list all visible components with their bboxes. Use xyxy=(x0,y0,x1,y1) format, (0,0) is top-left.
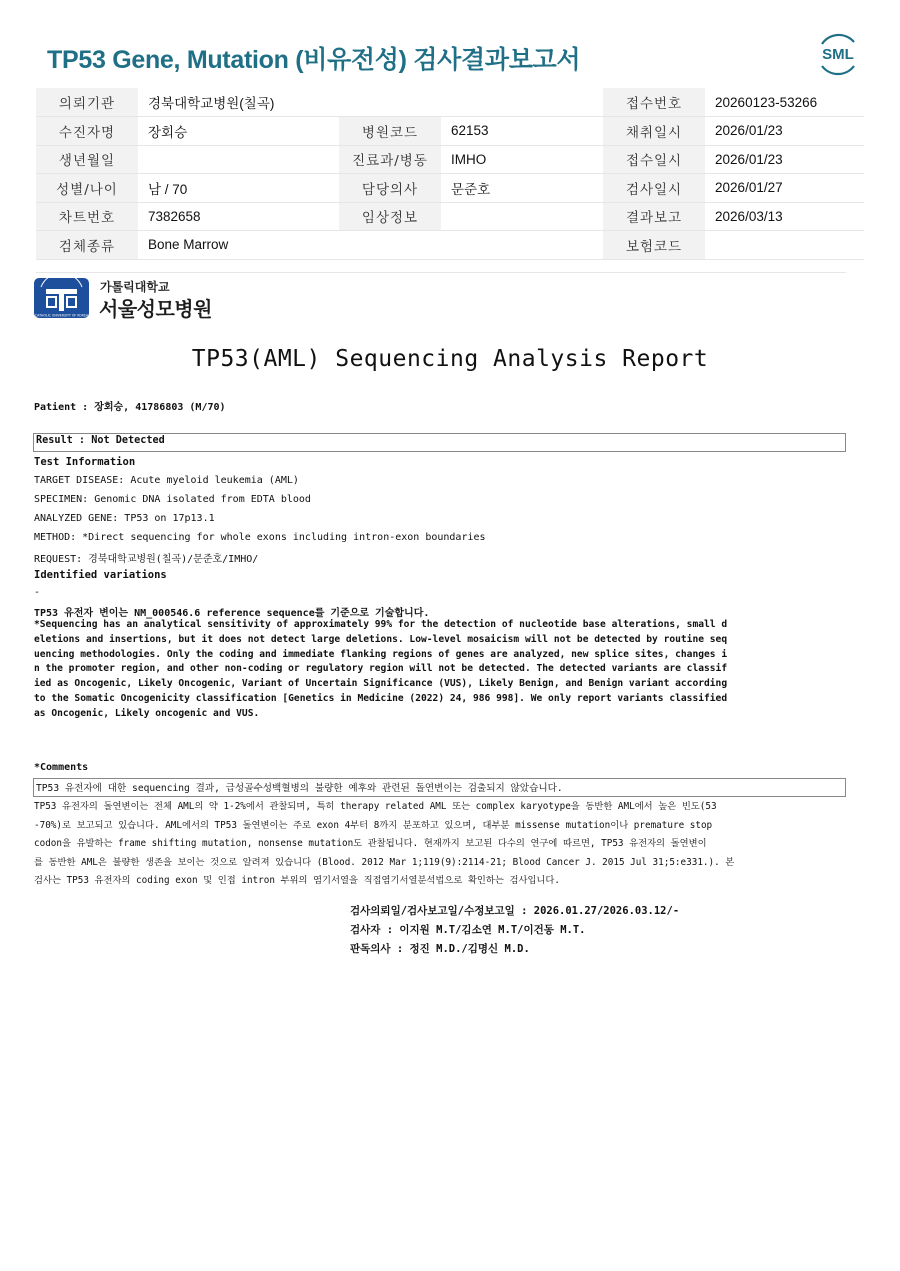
label-report-date: 결과보고 xyxy=(603,202,705,231)
info-row xyxy=(36,202,864,231)
technician-line: 검사자 : 이지원 M.T/김소연 M.T/이건동 M.T. xyxy=(350,924,586,936)
variations-heading: Identified variations xyxy=(34,569,167,581)
hospital-emblem-icon xyxy=(33,277,90,319)
sensitivity-paragraph xyxy=(34,618,848,722)
reference-note: TP53 유전자 변이는 NM_000546.6 reference sequence를 기준으로 기술합니다. xyxy=(34,608,430,619)
hospital-name: 서울성모병원 xyxy=(99,297,212,321)
value-hospital-code: 62153 xyxy=(441,117,603,146)
paragraph-line: n the promoter region, and other non-coding or regulatory region will not be detected. The detected variants are classif xyxy=(34,663,728,675)
label-receipt-no: 접수번호 xyxy=(603,88,705,117)
label-insurance-code: 보험코드 xyxy=(603,231,705,260)
report-title: TP53(AML) Sequencing Analysis Report xyxy=(191,346,709,372)
hospital-emblem-text: CATHOLIC UNIVERSITY OF KOREA xyxy=(34,313,89,318)
paragraph-line: 를 동반한 AML은 불량한 생존을 보이는 것으로 알려져 있습니다 (Blood. 2012 Mar 1;119(9):2114-21; Blood Cancer J. 2015 Jul 31;5:e331.). 본 xyxy=(34,856,735,868)
variations-value: - xyxy=(34,587,41,598)
comment-paragraph xyxy=(34,798,848,891)
section-divider xyxy=(36,272,846,273)
label-receipt-date: 접수일시 xyxy=(603,145,705,174)
value-receipt-no: 20260123-53266 xyxy=(705,88,864,117)
request-line: REQUEST: 경북대학교병원(칠곡)/문준호/IMHO/ xyxy=(34,554,259,565)
report-header-title: TP53 Gene, Mutation (비유전성) 검사결과보고서 xyxy=(47,46,581,74)
label-hospital-code: 병원코드 xyxy=(339,117,441,146)
analyzed-gene: ANALYZED GENE: TP53 on 17p13.1 xyxy=(34,513,215,524)
method-line: METHOD: *Direct sequencing for whole exons including intron-exon boundaries xyxy=(34,532,486,543)
paragraph-line: eletions and insertions, but it does not detect large deletions. Low-level mosaicism will not be detected by routine seq xyxy=(34,633,728,645)
result-box: Result : Not Detected xyxy=(33,433,846,452)
physician-line: 판독의사 : 정진 M.D./김명신 M.D. xyxy=(350,943,530,955)
info-row xyxy=(36,231,864,260)
hospital-university-name: 가톨릭대학교 xyxy=(100,280,170,294)
paragraph-line: codon을 유발하는 frame shifting mutation, nonsense mutation도 관찰됩니다. 현재까지 보고된 다수의 연구에 따르면, TP53 유전자의 돌연변이 xyxy=(34,838,707,849)
value-patient-name: 장회승 xyxy=(138,117,339,146)
label-sex-age: 성별/나이 xyxy=(36,174,138,203)
value-dob xyxy=(138,145,339,174)
value-chart-no: 7382658 xyxy=(138,202,339,231)
value-insurance-code xyxy=(705,231,864,260)
paragraph-line: -70%)로 보고되고 있습니다. AML에서의 TP53 돌연변이는 주로 exon 4부터 8까지 분포하고 있으며, 대부분 missense mutation이나 premature stop xyxy=(34,819,713,831)
paragraph-line: to the Somatic Oncogenicity classification [Genetics in Medicine (2022) 24, 986 998]. We only report variants classified xyxy=(34,692,728,704)
paragraph-line: uencing methodologies. Only the coding and immediate flanking regions of genes are analyzed, new splice sites, changes i xyxy=(34,648,728,660)
info-row xyxy=(36,117,864,146)
patient-line: Patient : 장회승, 41786803 (M/70) xyxy=(34,402,226,413)
value-receipt-date: 2026/01/23 xyxy=(705,145,864,174)
label-test-date: 검사일시 xyxy=(603,174,705,203)
label-clinical-info: 임상정보 xyxy=(339,202,441,231)
comment-box: TP53 유전자에 대한 sequencing 결과, 급성골수성백혈병의 불량한 예후와 관련된 돌연변이는 검출되지 않았습니다. xyxy=(33,778,846,797)
report-dates-line: 검사의뢰일/검사보고일/수정보고일 : 2026.01.27/2026.03.12/- xyxy=(350,905,680,917)
patient-info-table xyxy=(36,88,864,260)
paragraph-line: 검사는 TP53 유전자의 coding exon 및 인접 intron 부위의 염기서열을 직접염기서열분석법으로 확인하는 검사입니다. xyxy=(34,875,560,886)
paragraph-line: TP53 유전자의 돌연변이는 전체 AML의 약 1-2%에서 관찰되며, 특히 therapy related AML 또는 complex karyotype을 동반한 AML에서 높은 빈도(53 xyxy=(34,801,717,812)
label-ordering-org: 의뢰기관 xyxy=(36,88,138,117)
sml-logo-text: SML xyxy=(822,46,854,63)
label-specimen: 검체종류 xyxy=(36,231,138,260)
value-clinical-info xyxy=(441,202,603,231)
label-patient-name: 수진자명 xyxy=(36,117,138,146)
value-dept: IMHO xyxy=(441,145,603,174)
sml-logo-icon xyxy=(814,30,862,78)
value-ordering-org: 경북대학교병원(칠곡) xyxy=(138,88,603,117)
paragraph-line: ied as Oncogenic, Likely Oncogenic, Variant of Uncertain Significance (VUS), Likely Benign, and Benign variant according xyxy=(34,678,728,690)
test-info-heading: Test Information xyxy=(34,456,136,468)
target-disease: TARGET DISEASE: Acute myeloid leukemia (AML) xyxy=(34,475,299,486)
value-specimen: Bone Marrow xyxy=(138,231,603,260)
label-doctor: 담당의사 xyxy=(339,174,441,203)
label-collection-date: 채취일시 xyxy=(603,117,705,146)
label-dept: 진료과/병동 xyxy=(339,145,441,174)
label-chart-no: 차트번호 xyxy=(36,202,138,231)
info-row xyxy=(36,88,864,117)
value-test-date: 2026/01/27 xyxy=(705,174,864,203)
value-report-date: 2026/03/13 xyxy=(705,202,864,231)
value-collection-date: 2026/01/23 xyxy=(705,117,864,146)
specimen-line: SPECIMEN: Genomic DNA isolated from EDTA blood xyxy=(34,494,311,505)
label-dob: 생년월일 xyxy=(36,145,138,174)
paragraph-line: as Oncogenic, Likely oncogenic and VUS. xyxy=(34,707,260,719)
value-doctor: 문준호 xyxy=(441,174,603,203)
paragraph-line: *Sequencing has an analytical sensitivity of approximately 99% for the detection of nucleotide base alterations, small d xyxy=(34,619,728,630)
value-sex-age: 남 / 70 xyxy=(138,174,339,203)
comments-heading: *Comments xyxy=(34,762,89,773)
info-row xyxy=(36,145,864,174)
info-row xyxy=(36,174,864,203)
